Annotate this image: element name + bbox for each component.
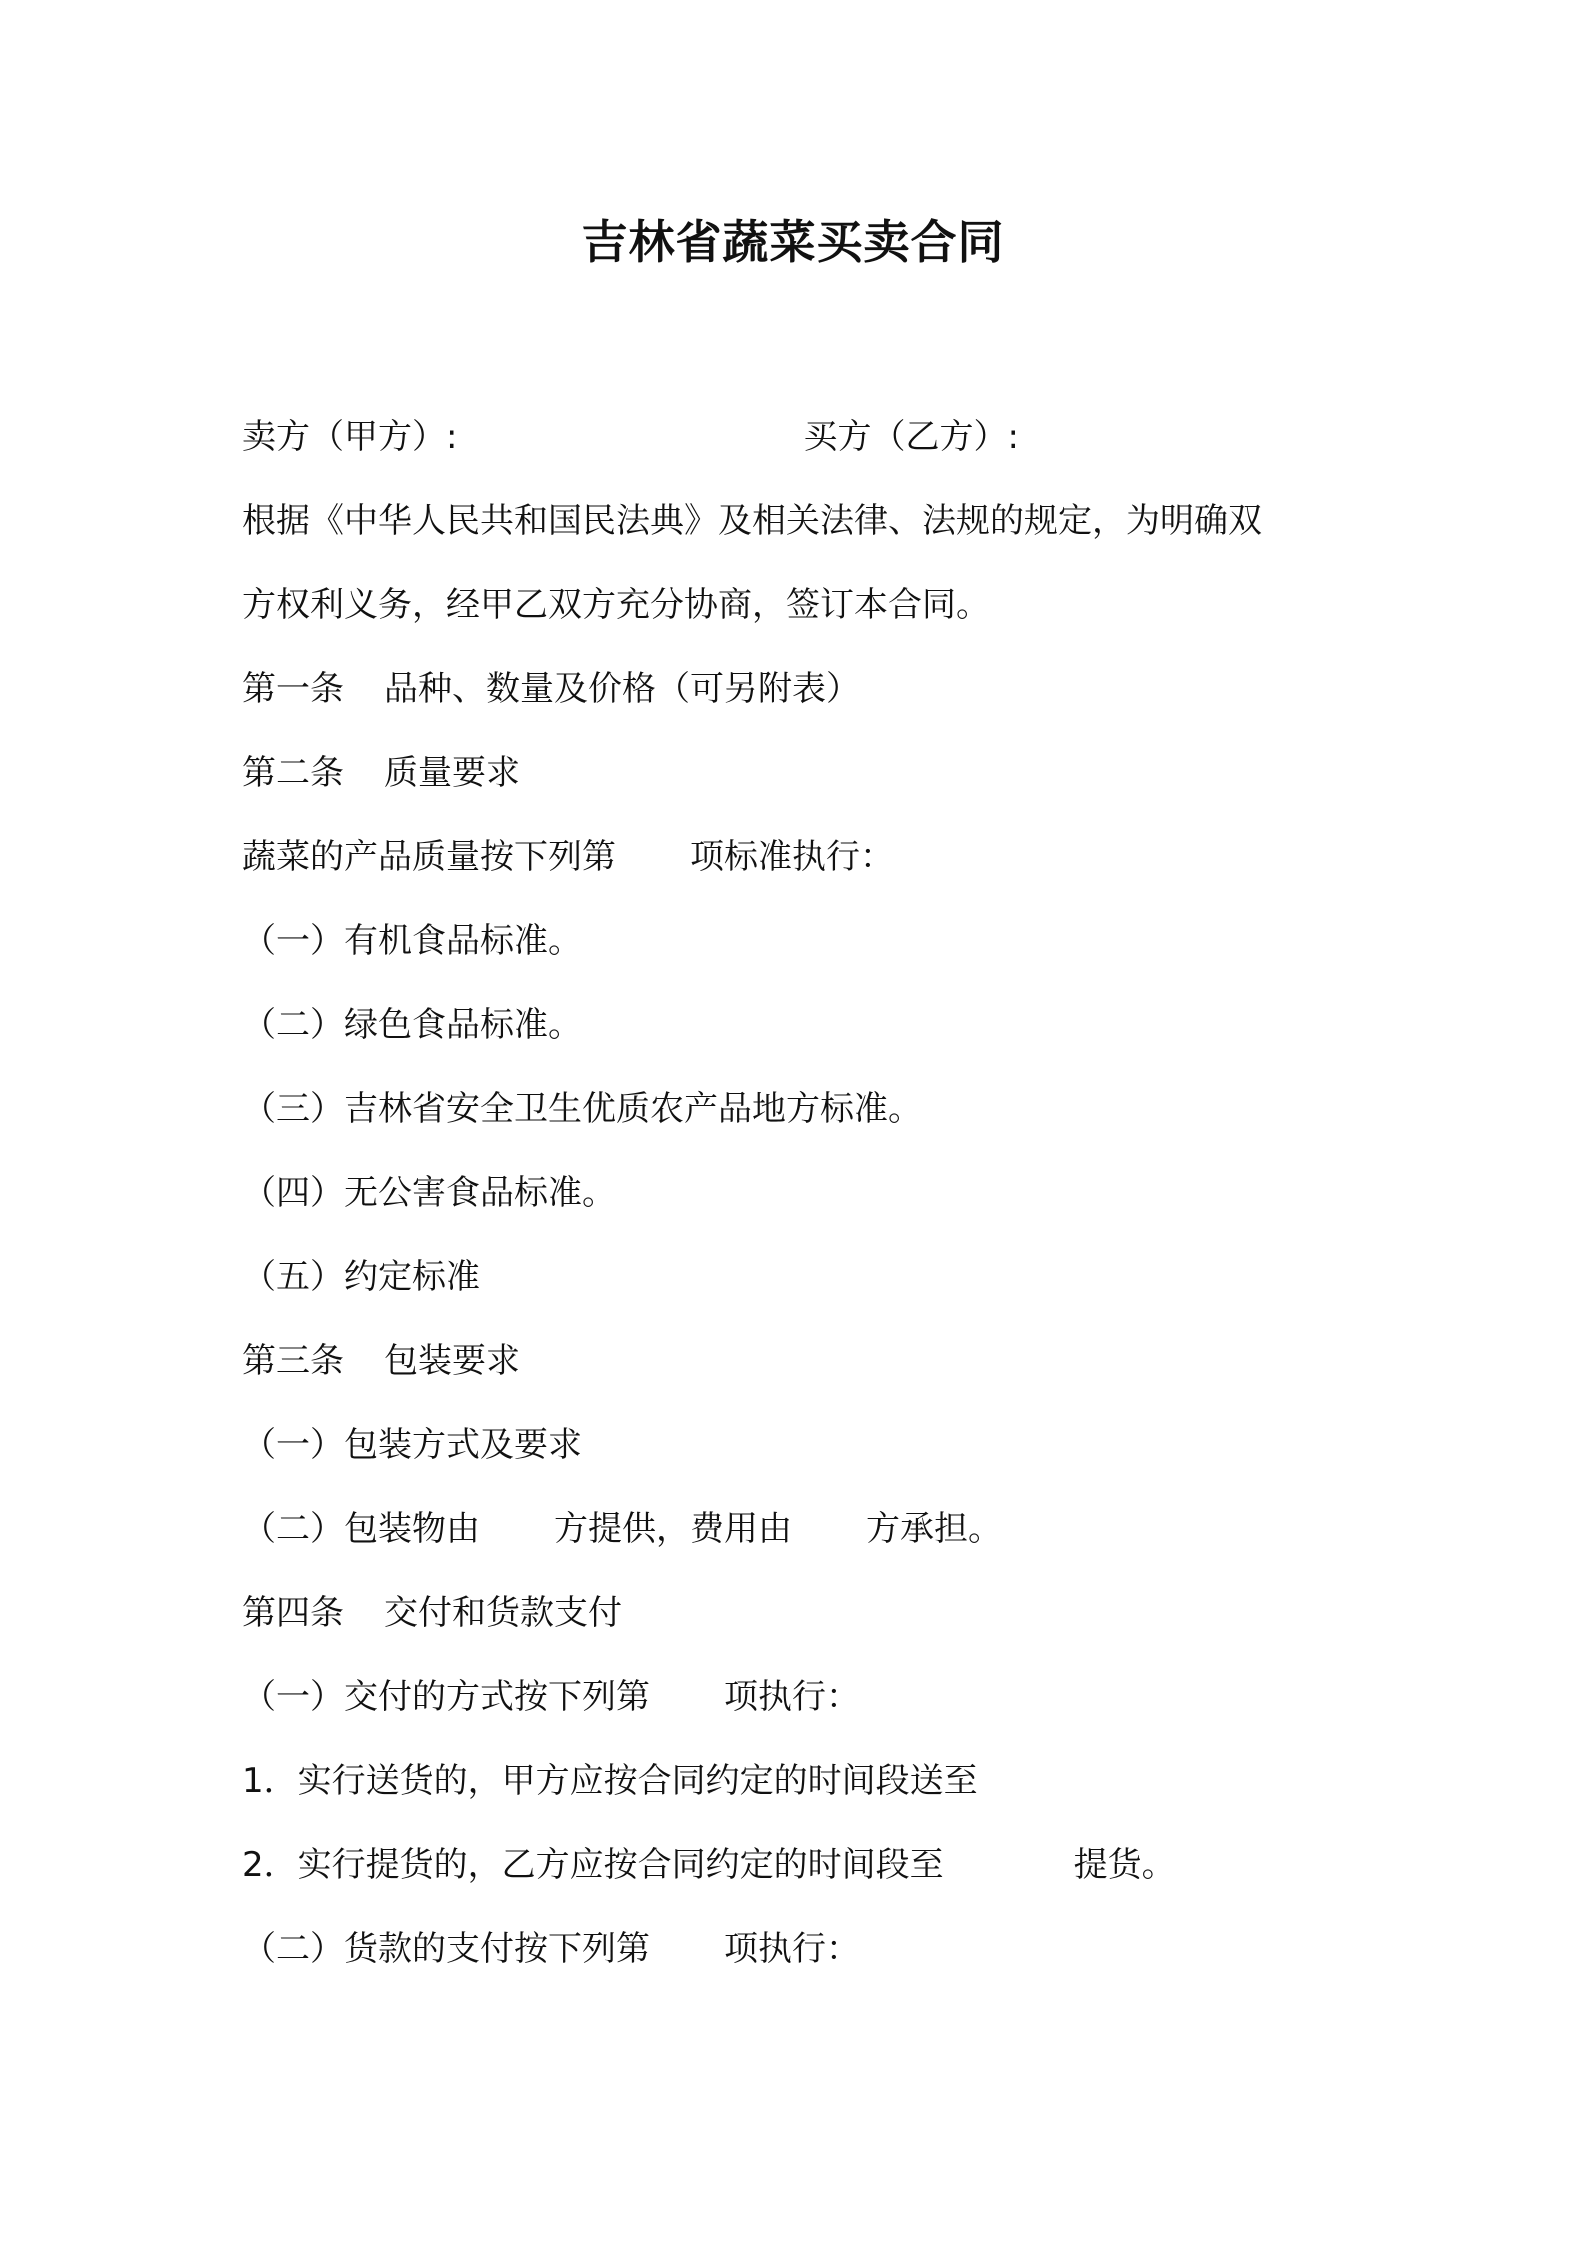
delivery-option-2-text: 2．实行提货的，乙方应按合同约定的时间段至 xyxy=(242,1845,944,1885)
packaging-item-2-text: （二）包装物由 xyxy=(242,1509,480,1549)
payment-method-text-end: 项执行： xyxy=(724,1929,860,1969)
seller-label: 卖方（甲方）: xyxy=(242,417,458,457)
article-2-number: 第二条 xyxy=(242,753,344,793)
article-3-number: 第三条 xyxy=(242,1341,344,1381)
payment-method-line xyxy=(242,1926,860,1972)
delivery-option-2 xyxy=(242,1842,1176,1888)
quality-item-2: （二）绿色食品标准。 xyxy=(242,1005,582,1045)
quality-item-1: （一）有机食品标准。 xyxy=(242,921,582,961)
article-3-heading xyxy=(242,1338,520,1384)
article-3-title: 包装要求 xyxy=(384,1341,520,1381)
article-1-heading xyxy=(242,666,860,712)
delivery-method-text-end: 项执行： xyxy=(724,1677,860,1717)
delivery-method-line xyxy=(242,1674,860,1720)
quality-intro-text: 蔬菜的产品质量按下列第 xyxy=(242,837,616,877)
article-1-title: 品种、数量及价格（可另附表） xyxy=(384,669,860,709)
article-2-heading xyxy=(242,750,520,796)
quality-item-5: （五）约定标准 xyxy=(242,1257,480,1297)
packaging-item-1: （一）包装方式及要求 xyxy=(242,1425,582,1465)
quality-item-4: （四）无公害食品标准。 xyxy=(242,1173,616,1213)
article-4-heading xyxy=(242,1590,622,1636)
quality-intro-text-end: 项标准执行： xyxy=(690,837,894,877)
article-4-number: 第四条 xyxy=(242,1593,344,1633)
quality-intro xyxy=(242,834,894,880)
packaging-item-2-text-mid: 方提供，费用由 xyxy=(554,1509,792,1549)
parties-line xyxy=(242,414,1019,460)
document-title: 吉林省蔬菜买卖合同 xyxy=(581,215,1005,269)
payment-method-text: （二）货款的支付按下列第 xyxy=(242,1929,650,1969)
delivery-method-text: （一）交付的方式按下列第 xyxy=(242,1677,650,1717)
preamble-line-2: 方权利义务，经甲乙双方充分协商，签订本合同。 xyxy=(242,585,990,625)
buyer-label: 买方（乙方）: xyxy=(803,417,1019,457)
packaging-item-2-text-end: 方承担。 xyxy=(866,1509,1002,1549)
article-4-title: 交付和货款支付 xyxy=(384,1593,622,1633)
article-2-title: 质量要求 xyxy=(384,753,520,793)
article-1-number: 第一条 xyxy=(242,669,344,709)
delivery-option-2-text-end: 提货。 xyxy=(1073,1845,1176,1885)
delivery-option-1: 1．实行送货的，甲方应按合同约定的时间段送至 xyxy=(242,1761,978,1801)
quality-item-3: （三）吉林省安全卫生优质农产品地方标准。 xyxy=(242,1089,922,1129)
packaging-item-2 xyxy=(242,1506,1002,1552)
preamble-line-1: 根据《中华人民共和国民法典》及相关法律、法规的规定，为明确双 xyxy=(242,501,1262,541)
